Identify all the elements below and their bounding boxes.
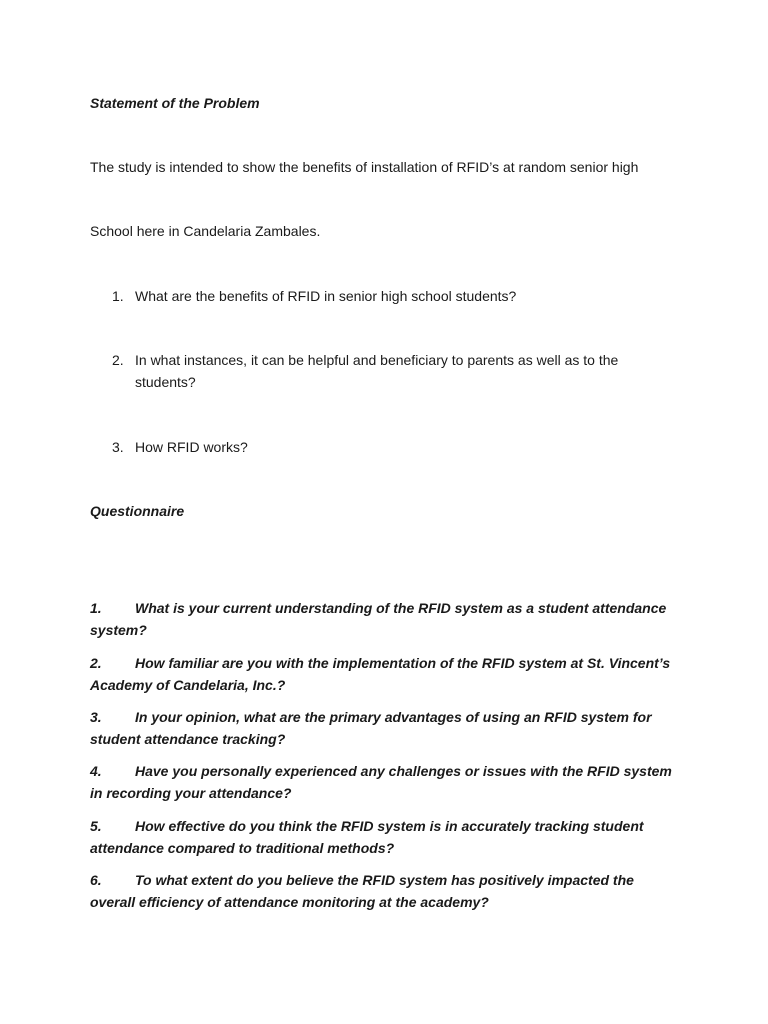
question-text: In your opinion, what are the primary advantages of using an RFID system for student attendance tracking? <box>90 709 652 747</box>
question-number: 6. <box>90 872 102 888</box>
question-item <box>90 652 680 696</box>
question-number: 2. <box>90 655 102 671</box>
question-number: 1. <box>90 600 102 616</box>
problem-text: How RFID works? <box>135 439 248 455</box>
question-text: What is your current understanding of the RFID system as a student attendance system? <box>90 600 667 638</box>
problem-number: 2. <box>112 352 124 368</box>
question-text: Have you personally experienced any challenges or issues with the RFID system in recording your attendance? <box>90 763 672 801</box>
problem-number: 1. <box>112 288 124 304</box>
question-item <box>90 597 680 641</box>
problem-number: 3. <box>112 439 124 455</box>
question-item <box>90 706 680 750</box>
question-text: How effective do you think the RFID system is in accurately tracking student attendance compared to traditional methods? <box>90 818 644 856</box>
section-title: Statement of the Problem <box>90 95 260 111</box>
question-text: To what extent do you believe the RFID system has positively impacted the overall efficiency of attendance monitoring at the academy? <box>90 872 634 910</box>
question-number: 5. <box>90 818 102 834</box>
question-item <box>90 815 680 859</box>
question-number: 4. <box>90 763 102 779</box>
problem-text: What are the benefits of RFID in senior high school students? <box>135 288 517 304</box>
question-text: How familiar are you with the implementation of the RFID system at St. Vincent’s Academy of Candelaria, Inc.? <box>90 655 671 693</box>
question-number: 3. <box>90 709 102 725</box>
intro-paragraph-line-2: School here in Candelaria Zambales. <box>90 223 321 239</box>
question-item <box>90 760 680 804</box>
question-item <box>90 869 680 913</box>
problem-text: In what instances, it can be helpful and beneficiary to parents as well as to the students? <box>135 352 619 390</box>
intro-paragraph-line-1: The study is intended to show the benefits of installation of RFID’s at random senior high <box>90 159 639 175</box>
questionnaire-title: Questionnaire <box>90 503 185 519</box>
